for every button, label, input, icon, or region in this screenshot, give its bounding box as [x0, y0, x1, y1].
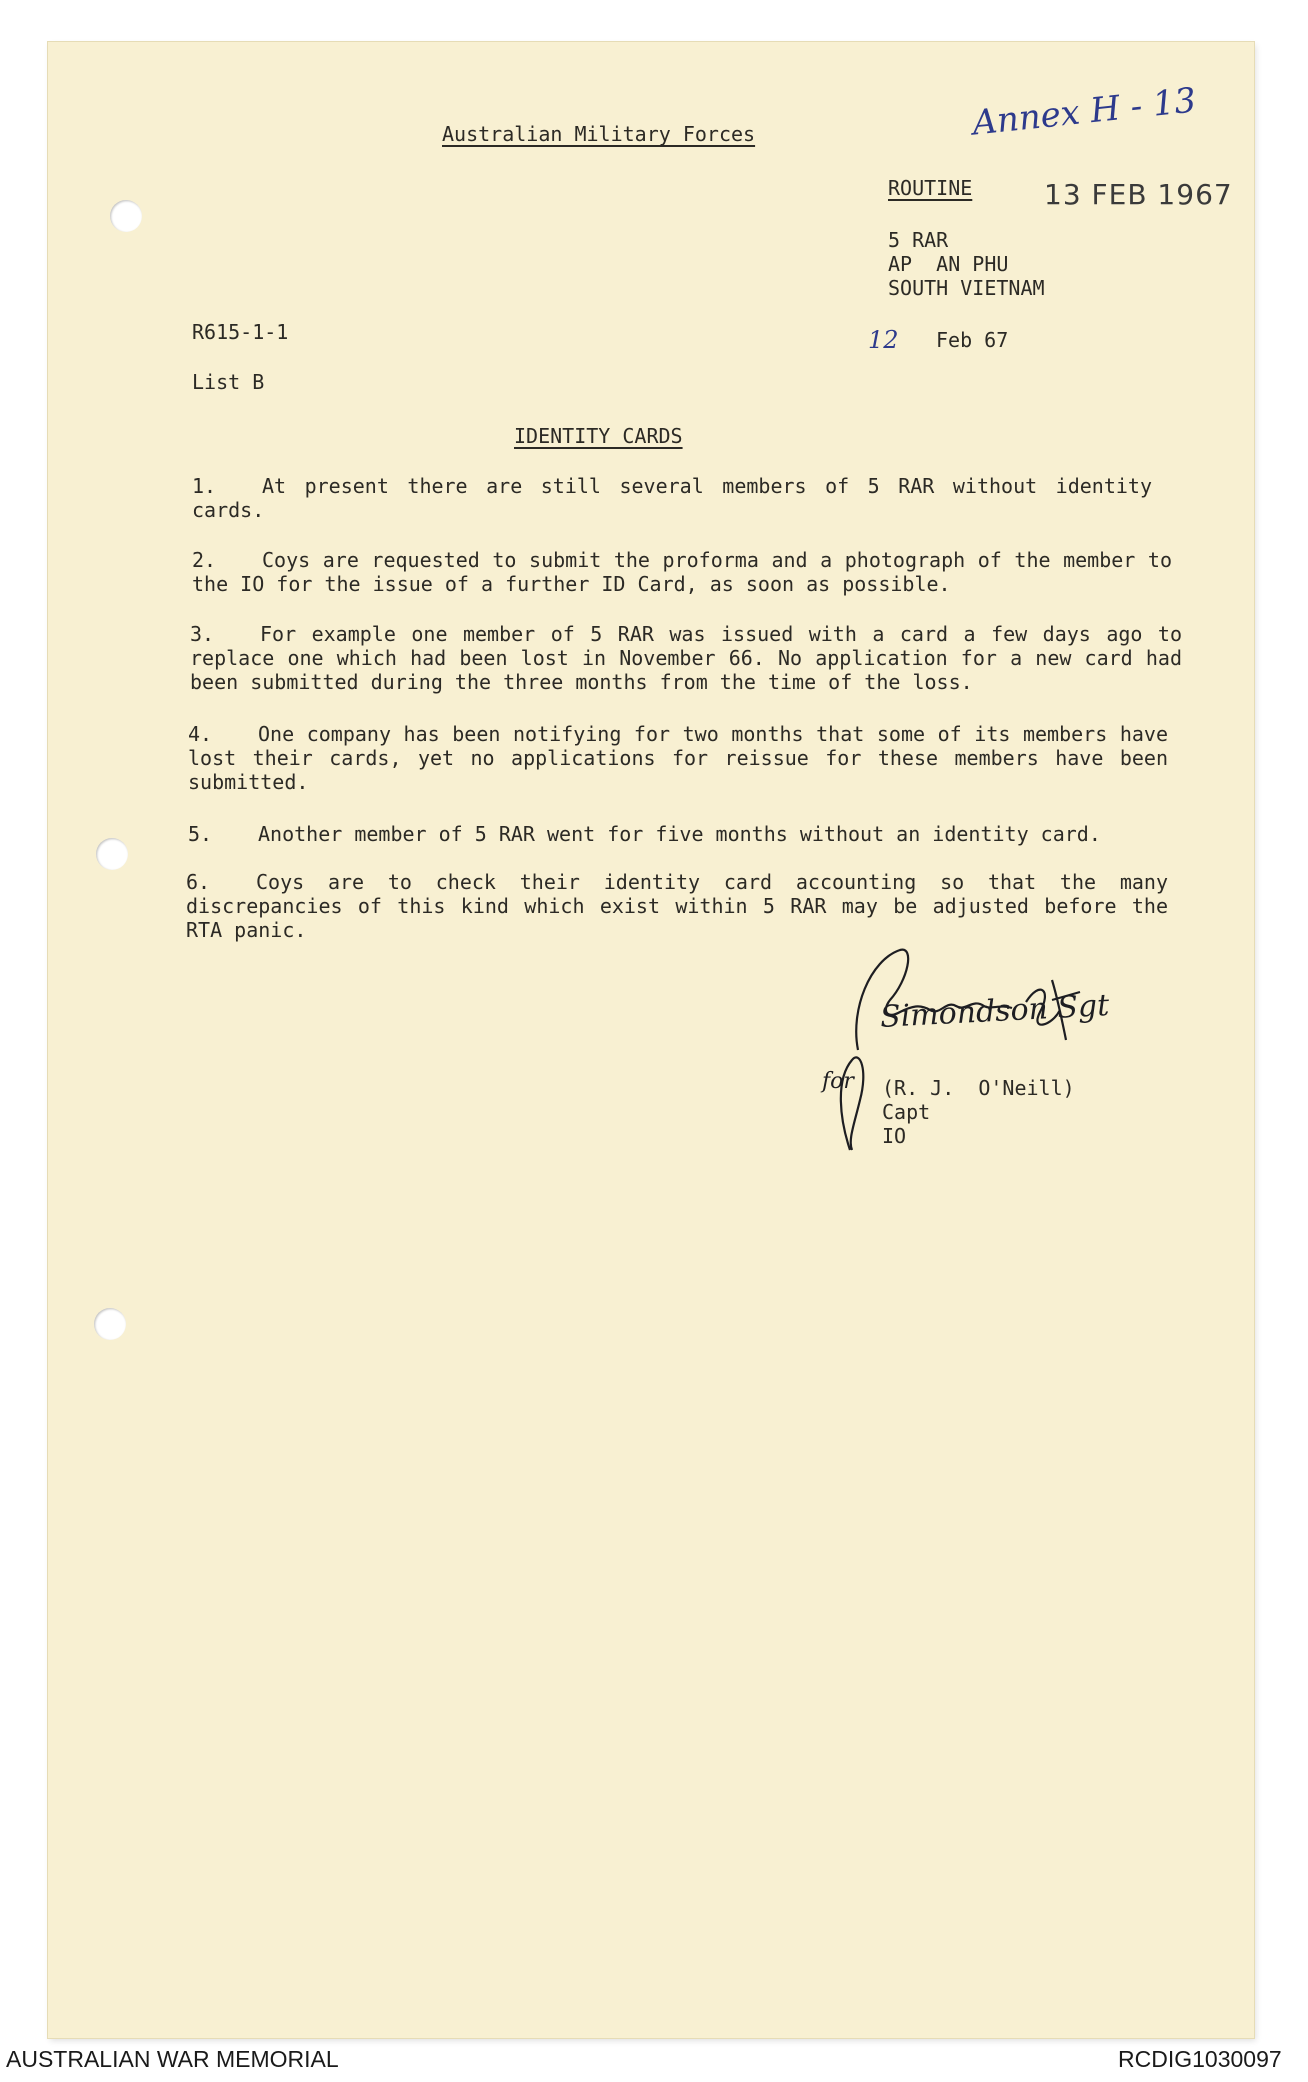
signatory-appointment: IO — [882, 1124, 907, 1148]
paragraph-text: Coys are requested to submit the proforma and a photograph of the member to the IO for the issue of a further ID Card, as soon as possible. — [192, 548, 1172, 596]
signatory-rank: Capt — [882, 1100, 931, 1124]
handwritten-signature: Simondson Sgt — [879, 988, 1111, 1035]
paragraph-text: Coys are to check their identity card accounting so that the many discrepancies of this kind which exist within 5 RAR may be adjusted before the RTA panic. — [186, 870, 1168, 942]
punch-hole-middle — [96, 838, 128, 870]
date-stamp: 13 FEB 1967 — [1044, 178, 1233, 211]
paragraph-4 — [188, 722, 1168, 794]
handwritten-day: 12 — [868, 326, 899, 354]
paragraph-number: 4. — [188, 722, 213, 746]
paragraph-6 — [186, 870, 1168, 942]
document-date: Feb 67 — [936, 328, 1009, 352]
header-title: Australian Military Forces — [442, 122, 756, 146]
address-line-3: SOUTH VIETNAM — [888, 276, 1045, 300]
distribution-list: List B — [192, 370, 265, 394]
paragraph-number: 3. — [190, 622, 215, 646]
address-line-2: AP AN PHU — [888, 252, 1009, 276]
signature-scribble — [790, 940, 1120, 1160]
footer-record-id: RCDIG1030097 — [1118, 2046, 1282, 2072]
paragraph-text: Another member of 5 RAR went for five months without an identity card. — [258, 822, 1101, 846]
punch-hole-bottom — [94, 1308, 126, 1340]
paragraph-number: 1. — [192, 474, 217, 498]
paragraph-1 — [192, 474, 1152, 522]
subject-heading: IDENTITY CARDS — [514, 424, 683, 448]
classification: ROUTINE — [888, 176, 973, 200]
handwritten-annex-note: Annex H - 13 — [970, 80, 1198, 144]
paragraph-text: For example one member of 5 RAR was issued with a card a few days ago to replace one which had been lost in November 66. No application for a new card had been submitted during the three months from the time of the loss. — [190, 622, 1182, 694]
punch-hole-top — [110, 200, 142, 232]
paragraph-3 — [190, 622, 1182, 694]
paragraph-5 — [188, 822, 1168, 846]
signatory-name: (R. J. O'Neill) — [882, 1076, 1075, 1100]
paragraph-number: 2. — [192, 548, 217, 572]
paragraph-number: 6. — [186, 870, 211, 894]
footer-institution: AUSTRALIAN WAR MEMORIAL — [6, 2046, 339, 2072]
reference-number: R615-1-1 — [192, 320, 289, 344]
paragraph-number: 5. — [188, 822, 213, 846]
paragraph-text: At present there are still several members of 5 RAR without identity cards. — [192, 474, 1152, 522]
address-line-1: 5 RAR — [888, 228, 949, 252]
paragraph-2 — [192, 548, 1172, 596]
paragraph-text: One company has been notifying for two months that some of its members have lost their cards, yet no applications for reissue for these members have been submitted. — [188, 722, 1168, 794]
signature-for: for — [822, 1069, 854, 1094]
